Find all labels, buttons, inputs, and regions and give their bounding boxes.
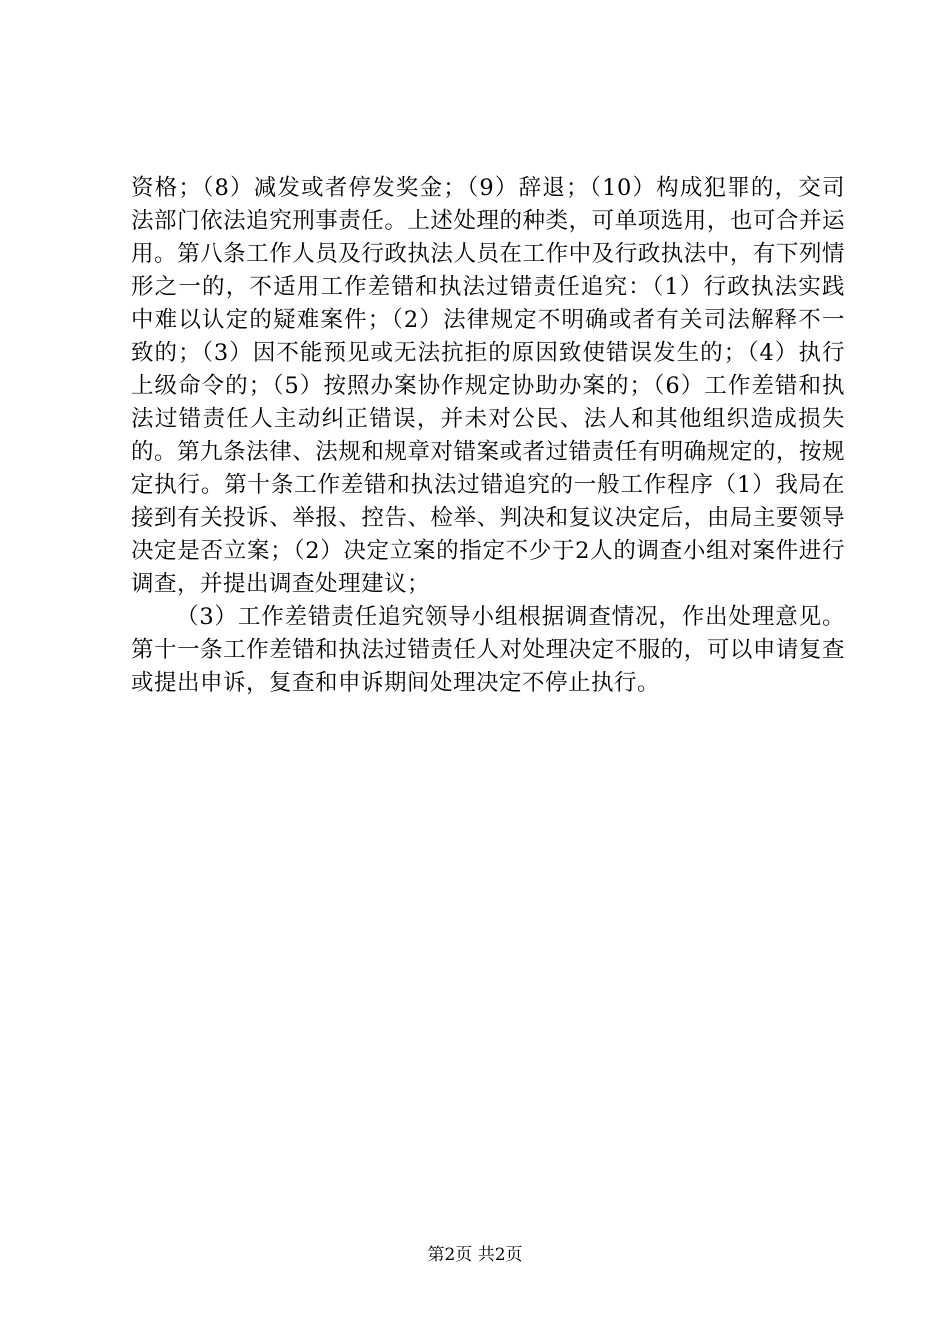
page-number-footer: 第2页 共2页 xyxy=(427,1245,523,1265)
paragraph-1: 资格；（8）减发或者停发奖金；（9）辞退；（10）构成犯罪的，交司法部门依法追究刑事责任。上述处理的种类，可单项选用，也可合并运用。第八条工作人员及行政执法人员在工作中及行政执法中，有下列情形之一的，不适用工作差错和执法过错责任追究：（1）行政执法实践中难以认定的疑难案件；（2）法律规定不明确或者有关司法解释不一致的；（3）因不能预见或无法抗拒的原因致使错误发生的；（4）执行上级命令的；（5）按照办案协作规定协助办案的；（6）工作差错和执法过错责任人主动纠正错误，并未对公民、法人和其他组织造成损失的。第九条法律、法规和规章对错案或者过错责任有明确规定的，按规定执行。第十条工作差错和执法过错追究的一般工作程序（1）我局在接到有关投诉、举报、控告、检举、判决和复议决定后，由局主要领导决定是否立案；（2）决定立案的指定不少于2人的调查小组对案件进行调查，并提出调查处理建议； xyxy=(131,175,845,597)
paragraph-2: （3）工作差错责任追究领导小组根据调查情况，作出处理意见。第十一条工作差错和执法过错责任人对处理决定不服的，可以申请复查或提出申诉，复查和申诉期间处理决定不停止执行。 xyxy=(131,604,845,696)
document-body xyxy=(131,172,845,700)
